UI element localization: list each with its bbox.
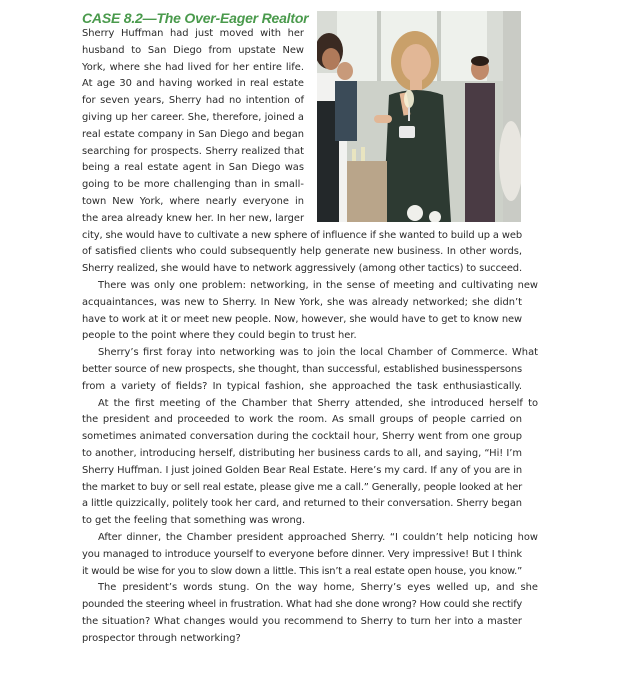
paragraph-first-line: There was only one problem: networking, in the sense of meeting and cultivating new <box>98 279 538 291</box>
body-line: a little quizzically, politely took her card, and returned to their conversation. Sherry began <box>82 498 522 510</box>
body-line: city, she would have to cultivate a new sphere of influence if she wanted to build up a web <box>82 229 522 241</box>
body-line: going to be more challenging than in small- <box>82 179 304 191</box>
body-line: giving up her career. She, therefore, joined a <box>82 111 304 123</box>
body-line: people to the point where they could begin to trust her. <box>82 330 357 342</box>
body-line: have to work at it or meet new people. Now, however, she would have to get to know new <box>82 313 522 325</box>
case-title: CASE 8.2—The Over-Eager Realtor <box>82 10 309 26</box>
body-line: Sherry Huffman had just moved with her <box>82 28 304 39</box>
body-line: to get the feeling that something was wrong. <box>82 515 306 527</box>
body-line: York, where she had lived for her entire life. <box>82 61 304 73</box>
body-line: Sherry Huffman. I just joined Golden Bear Real Estate. Here’s my card. If any of you are in <box>82 464 523 476</box>
body-line: being a real estate agent in San Diego was <box>82 162 304 174</box>
body-line: the situation? What changes would you recommend to Sherry to turn her into a master <box>82 615 522 627</box>
body-line: the president and proceeded to work the room. As small groups of people carried on <box>82 414 522 426</box>
body-line: the area already knew her. In her new, larger <box>82 212 304 224</box>
body-line: from a variety of fields? In typical fashion, she approached the task enthusiastically. <box>82 380 522 392</box>
body-line: better source of new prospects, she thought, than successful, established businesspersons <box>82 363 522 375</box>
body-line: husband to San Diego from upstate New <box>82 44 304 56</box>
body-line: for seven years, Sherry had no intention of <box>82 95 304 107</box>
paragraph-first-line: The president’s words stung. On the way home, Sherry’s eyes welled up, and she <box>98 582 538 594</box>
body-line: Sherry realized, she would have to network aggressively (among other tactics) to succeed. <box>82 263 522 275</box>
body-line: searching for prospects. Sherry realized that <box>82 145 304 157</box>
body-line: of satisfied clients who could subsequently help generate new business. In other words, <box>82 246 522 258</box>
body-line: you managed to introduce yourself to everyone before dinner. Very impressive! But I think <box>82 548 522 560</box>
body-line: At age 30 and having worked in real estate <box>82 78 304 90</box>
paragraph-first-line: Sherry’s first foray into networking was to join the local Chamber of Commerce. What <box>98 347 538 359</box>
body-line: town New York, where nearly everyone in <box>82 195 304 207</box>
body-line: it would be wise for you to slow down a little. This isn’t a real estate open house, you know.” <box>82 565 522 577</box>
body-line: sometimes animated conversation during the cocktail hour, Sherry went from one group <box>82 431 522 443</box>
body-line: to another, introducing herself, distributing her business cards to all, and saying, “Hi! I’m <box>82 447 522 459</box>
body-line: prospector through networking? <box>82 632 241 644</box>
body-line: acquaintances, was new to Sherry. In New York, she was already networked; she didn’t <box>82 296 522 308</box>
case-body <box>82 26 538 647</box>
paragraph-first-line: After dinner, the Chamber president approached Sherry. “I couldn’t help noticing how <box>98 531 538 543</box>
body-line: real estate company in San Diego and began <box>82 128 304 140</box>
body-line: pounded the steering wheel in frustration. What had she done wrong? How could she rectify <box>82 599 522 611</box>
body-line: the market to buy or sell real estate, please give me a call.” Generally, people looked at her <box>82 481 522 493</box>
paragraph-first-line: At the first meeting of the Chamber that Sherry attended, she introduced herself to <box>98 397 538 409</box>
